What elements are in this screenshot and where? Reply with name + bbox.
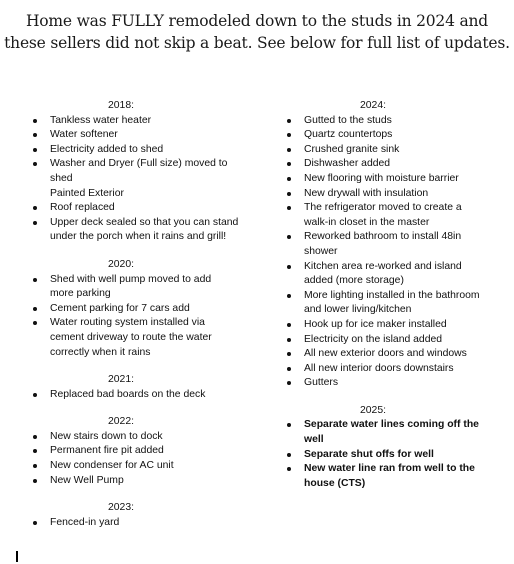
list-item: New drywall with insulation bbox=[284, 187, 484, 202]
spacer bbox=[30, 402, 250, 415]
list-item: Shed with well pump moved to add more parking bbox=[30, 273, 234, 302]
spacer bbox=[30, 360, 250, 373]
list-item: More lighting installed in the bathroom and lower living/kitchen bbox=[284, 289, 484, 318]
list-item: Tankless water heater bbox=[30, 114, 250, 129]
list-item: Washer and Dryer (Full size) moved to shed bbox=[30, 157, 232, 186]
spacer bbox=[30, 245, 250, 258]
list-item: Dishwasher added bbox=[284, 157, 484, 172]
list-item: Cement parking for 7 cars add bbox=[30, 302, 250, 317]
list-2018 bbox=[30, 114, 250, 187]
list-item: New Well Pump bbox=[30, 474, 250, 489]
text-cursor bbox=[16, 551, 18, 562]
list-item: Separate water lines coming off the well bbox=[284, 418, 488, 447]
list-2024 bbox=[284, 114, 484, 391]
list-item: Fenced-in yard bbox=[30, 516, 250, 531]
list-item: The refrigerator moved to create a walk-in closet in the master bbox=[284, 201, 486, 230]
left-column bbox=[30, 99, 250, 530]
heading-line-2: these sellers did not skip a beat. See below for full list of updates. bbox=[4, 34, 510, 52]
heading-line-1: Home was FULLY remodeled down to the studs in 2024 and bbox=[25, 12, 489, 30]
list-item: Electricity added to shed bbox=[30, 143, 250, 158]
list-item: Kitchen area re-worked and island added (more storage) bbox=[284, 260, 486, 289]
section-title-2020: 2020: bbox=[107, 258, 134, 270]
section-title-2021: 2021: bbox=[107, 374, 134, 386]
list-item: All new exterior doors and windows bbox=[284, 347, 484, 362]
section-title-2024: 2024: bbox=[359, 100, 386, 111]
list-2021 bbox=[30, 388, 250, 403]
spacer bbox=[30, 488, 250, 501]
list-item: Quartz countertops bbox=[284, 128, 484, 143]
right-column bbox=[284, 99, 484, 491]
list-item-plain: Painted Exterior bbox=[50, 187, 124, 199]
list-2018-continued bbox=[30, 201, 250, 245]
list-item: Hook up for ice maker installed bbox=[284, 318, 484, 333]
list-item: Permanent fire pit added bbox=[30, 444, 250, 459]
list-item: Separate shut offs for well bbox=[284, 448, 484, 463]
list-item: Water routing system installed via cement driveway to route the water correctly when it rains bbox=[30, 316, 232, 360]
list-2023 bbox=[30, 516, 250, 531]
list-item: Crushed granite sink bbox=[284, 143, 484, 158]
document-heading bbox=[0, 10, 514, 54]
list-item: Gutted to the studs bbox=[284, 114, 484, 129]
list-item: New water line ran from well to the house (CTS) bbox=[284, 462, 484, 491]
list-item: New condenser for AC unit bbox=[30, 459, 250, 474]
section-title-2023: 2023: bbox=[107, 502, 134, 514]
spacer bbox=[284, 391, 484, 404]
list-item: Roof replaced bbox=[30, 201, 250, 216]
list-item: New stairs down to dock bbox=[30, 430, 250, 445]
section-title-2025: 2025: bbox=[359, 404, 386, 416]
list-2025 bbox=[284, 418, 484, 491]
list-item: Reworked bathroom to install 48in shower bbox=[284, 230, 484, 259]
list-item: New flooring with moisture barrier bbox=[284, 172, 484, 187]
list-item: Water softener bbox=[30, 128, 250, 143]
list-item: Upper deck sealed so that you can stand under the porch when it rains and grill! bbox=[30, 216, 240, 245]
list-item: Gutters bbox=[284, 376, 484, 391]
list-item: Replaced bad boards on the deck bbox=[30, 388, 250, 403]
list-item: Electricity on the island added bbox=[284, 333, 484, 348]
list-2020 bbox=[30, 273, 250, 361]
section-title-2022: 2022: bbox=[107, 416, 134, 428]
list-item: All new interior doors downstairs bbox=[284, 362, 484, 377]
section-title-2018: 2018: bbox=[107, 100, 134, 111]
list-2022 bbox=[30, 430, 250, 488]
